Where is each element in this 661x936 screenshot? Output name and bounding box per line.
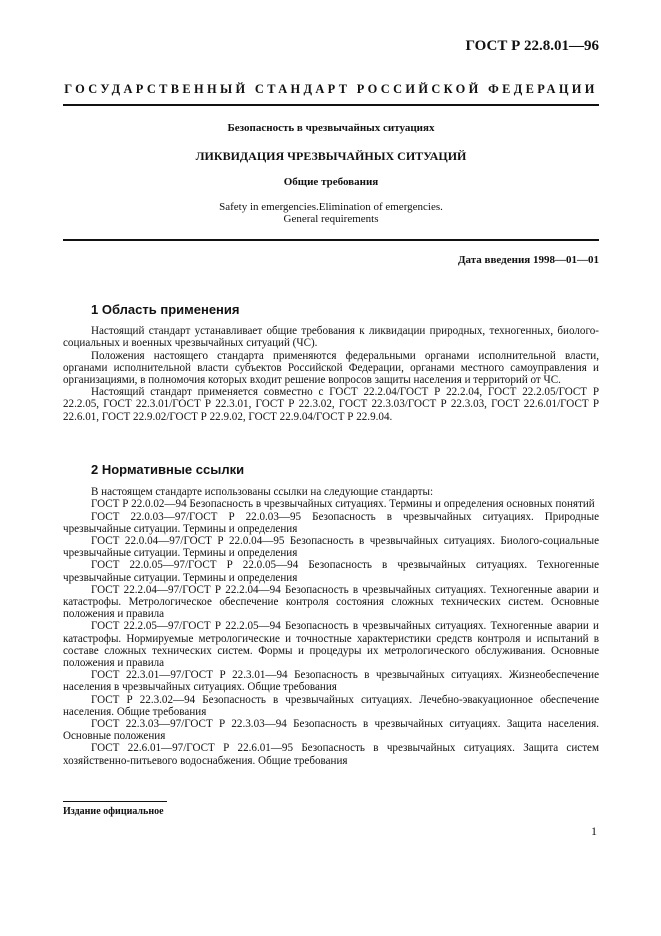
document-title: ЛИКВИДАЦИЯ ЧРЕЗВЫЧАЙНЫХ СИТУАЦИЙ (195, 149, 467, 163)
reference-item: ГОСТ 22.3.01—97/ГОСТ Р 22.3.01—94 Безопасность в чрезвычайных ситуациях. Жизнеобеспечение населения в чрезвычайных ситуациях. Общие требования (63, 669, 599, 694)
paragraph: Положения настоящего стандарта применяются федеральными органами исполнительной власти, органами исполнительной власти субъектов Российской Федерации, органами местного самоуправления и организациями, в полномочия которых входит решение вопросов защиты населения и территорий от ЧС. (63, 349, 599, 387)
official-edition-label: Издание официальное (63, 806, 164, 817)
reference-item: ГОСТ 22.0.05—97/ГОСТ Р 22.0.05—94 Безопасность в чрезвычайных ситуациях. Техногенные чрезвычайные ситуации. Термины и определения (63, 559, 599, 584)
top-divider (63, 104, 599, 106)
section-heading: 2 Нормативные ссылки (91, 462, 245, 477)
footer-divider (63, 801, 167, 802)
introduction-date: Дата введения 1998—01—01 (457, 254, 599, 266)
section-heading: 1 Область применения (91, 302, 240, 317)
reference-item: ГОСТ 22.0.04—97/ГОСТ Р 22.0.04—95 Безопасность в чрезвычайных ситуациях. Биолого-социальные чрезвычайные ситуации. Термины и определения (63, 535, 599, 560)
reference-item: ГОСТ 22.3.03—97/ГОСТ Р 22.3.03—94 Безопасность в чрезвычайных ситуациях. Защита населения. Основные положения (63, 718, 599, 743)
section-scope (63, 304, 599, 423)
paragraph: Настоящий стандарт применяется совместно с ГОСТ 22.2.04/ГОСТ Р 22.2.04, ГОСТ 22.2.05/ГОСТ Р 22.2.05, ГОСТ 22.3.01/ГОСТ Р 22.3.01, ГОСТ Р 22.3.02, ГОСТ 22.3.03/ГОСТ Р 22.3.03, ГОСТ 22.6.01/ГОСТ Р 22.6.01, ГОСТ 22.9.02/ГОСТ Р 22.9.02, ГОСТ 22.9.04/ГОСТ Р 22.9.04. (63, 386, 599, 423)
document-requirements: Общие требования (283, 176, 379, 188)
reference-item: ГОСТ 22.2.05—97/ГОСТ Р 22.2.05—94 Безопасность в чрезвычайных ситуациях. Техногенные аварии и катастрофы. Нормируемые метрологические и точностные характеристики средств контроля и испытаний в составе сложных технических систем. Формы и процедуры их метрологического обслуживания. Основные положения и правила (63, 620, 599, 670)
title-divider (63, 239, 599, 241)
document-subtitle: Безопасность в чрезвычайных ситуациях (227, 122, 435, 134)
paragraph: Настоящий стандарт устанавливает общие требования к ликвидации природных, техногенных, биолого-социальных и военных чрезвычайных ситуаций (ЧС). (63, 325, 599, 350)
standard-code: ГОСТ Р 22.8.01—96 (465, 38, 599, 54)
english-title (63, 201, 599, 225)
paragraph: В настоящем стандарте использованы ссылки на следующие стандарты: (91, 486, 434, 499)
english-title-line-2: General requirements (283, 213, 379, 225)
reference-item: ГОСТ 22.6.01—97/ГОСТ Р 22.6.01—95 Безопасность в чрезвычайных ситуациях. Защита систем хозяйственно-питьевого водоснабжения. Общие требования (63, 742, 599, 767)
reference-item: ГОСТ Р 22.0.02—94 Безопасность в чрезвычайных ситуациях. Термины и определения основных понятий (91, 498, 595, 511)
section-normative-references (63, 464, 599, 767)
english-title-line-1: Safety in emergencies.Elimination of emergencies. (219, 201, 443, 213)
page-number: 1 (591, 824, 597, 838)
reference-item: ГОСТ Р 22.3.02—94 Безопасность в чрезвычайных ситуациях. Лечебно-эвакуационное обеспечение населения. Общие требования (63, 693, 599, 718)
state-standard-heading: ГОСУДАРСТВЕННЫЙ СТАНДАРТ РОССИЙСКОЙ ФЕДЕРАЦИИ (64, 82, 598, 96)
reference-item: ГОСТ 22.0.03—97/ГОСТ Р 22.0.03—95 Безопасность в чрезвычайных ситуациях. Природные чрезвычайные ситуации. Термины и определения (63, 510, 599, 535)
reference-item: ГОСТ 22.2.04—97/ГОСТ Р 22.2.04—94 Безопасность в чрезвычайных ситуациях. Техногенные аварии и катастрофы. Метрологическое обеспечение контроля состояния сложных технических систем. Основные положения и правила (63, 583, 599, 621)
